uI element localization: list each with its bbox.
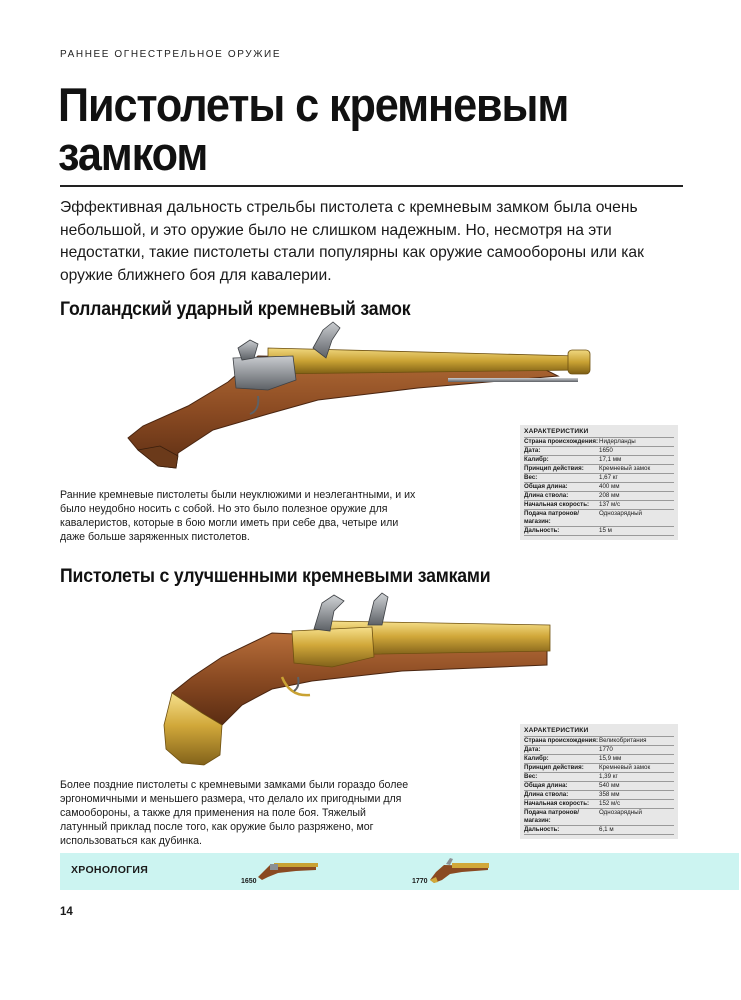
timeline-title: ХРОНОЛОГИЯ xyxy=(71,864,149,876)
spec-row xyxy=(524,455,674,464)
intro-paragraph: Эффективная дальность стрельбы пистолета с кремневым замком была очень небольшой, и это оружие было не слишком надежным. Но, несмотря на эти недостатки, такие пистолеты стали популярны как оружие самообороны или как оружие ближнего боя для кавалерии. xyxy=(60,199,644,284)
spec-value: 1,39 кг xyxy=(599,773,618,780)
page-title: Пистолеты с кремневым замком xyxy=(58,78,569,180)
spec-row xyxy=(524,482,674,491)
spec-value: 152 м/с xyxy=(599,800,621,807)
spec-key: Дата: xyxy=(524,746,541,753)
spec-key: Страна происхождения: xyxy=(524,438,599,445)
spec-value: Нидерланды xyxy=(599,438,636,445)
spec-row xyxy=(524,772,674,781)
spec-row xyxy=(524,446,674,455)
spec-row xyxy=(524,473,674,482)
spec-row xyxy=(524,825,674,835)
spec-value: 15 м xyxy=(599,527,612,534)
spec-row xyxy=(524,799,674,808)
spec-row xyxy=(524,763,674,772)
spec-row xyxy=(524,745,674,754)
specs-title: ХАРАКТЕРИСТИКИ xyxy=(524,727,589,734)
spec-value: 137 м/с xyxy=(599,501,621,508)
spec-row xyxy=(524,736,674,745)
spec-row xyxy=(524,464,674,473)
spec-key: Общая длина: xyxy=(524,483,568,490)
spec-value: 1,67 кг xyxy=(599,474,618,481)
spec-value: 208 мм xyxy=(599,492,620,499)
timeline-year: 1650 xyxy=(241,878,257,885)
timeline-year: 1770 xyxy=(412,878,428,885)
spec-row xyxy=(524,500,674,509)
spec-key: Принцип действия: xyxy=(524,465,584,472)
spec-value: Кремневый замок xyxy=(599,764,651,771)
spec-value: Однозарядный xyxy=(599,510,643,517)
spec-key: Калибр: xyxy=(524,456,549,463)
spec-key: Подача патронов/магазин: xyxy=(524,809,579,824)
spec-row xyxy=(524,790,674,799)
spec-value: Однозарядный xyxy=(599,809,643,816)
timeline-pistol-thumbnail xyxy=(428,856,490,884)
section-description-improved-flintlock: Более поздние пистолеты с кремневыми замками были гораздо более эргономичными и меньшего размера, что делало их пригодными для самообороны, а также для применения на поле боя. Тяжелый латунный приклад после того, как оружие было разряжено, мог использоваться как дубинка. xyxy=(60,779,409,847)
spec-key: Длина ствола: xyxy=(524,791,569,798)
section-description-dutch-flintlock: Ранние кремневые пистолеты были неуклюжими и неэлегантными, и их было неудобно носить с собой. Но это было полезное оружие для кавалеристов, которые в бою могли иметь при себе два, четыре или даже больше заряженных пистолетов. xyxy=(60,489,416,543)
spec-row xyxy=(524,509,674,526)
spec-row xyxy=(524,491,674,500)
spec-row xyxy=(524,781,674,790)
spec-key: Калибр: xyxy=(524,755,549,762)
spec-value: 17,1 мм xyxy=(599,456,622,463)
section-heading-improved-flintlock: Пистолеты с улучшенными кремневыми замками xyxy=(60,566,491,587)
spec-key: Подача патронов/магазин: xyxy=(524,510,579,525)
spec-key: Дата: xyxy=(524,447,541,454)
spec-row xyxy=(524,754,674,763)
timeline-pistol-thumbnail xyxy=(256,859,320,881)
spec-key: Страна происхождения: xyxy=(524,737,599,744)
spec-key: Общая длина: xyxy=(524,782,568,789)
spec-row xyxy=(524,526,674,536)
spec-value: Кремневый замок xyxy=(599,465,651,472)
spec-value: 15,9 мм xyxy=(599,755,622,762)
spec-value: 6,1 м xyxy=(599,826,614,833)
spec-key: Принцип действия: xyxy=(524,764,584,771)
title-divider xyxy=(60,185,683,187)
spec-value: 1770 xyxy=(599,746,613,753)
section-heading-dutch-flintlock: Голландский ударный кремневый замок xyxy=(60,299,411,320)
spec-value: Великобритания xyxy=(599,737,647,744)
section-label: РАННЕЕ ОГНЕСТРЕЛЬНОЕ ОРУЖИЕ xyxy=(60,49,282,60)
spec-value: 1650 xyxy=(599,447,613,454)
spec-key: Начальная скорость: xyxy=(524,800,590,807)
specs-table-improved-flintlock xyxy=(520,724,678,839)
spec-key: Дальность: xyxy=(524,527,560,534)
spec-value: 358 мм xyxy=(599,791,620,798)
specs-table-dutch-flintlock xyxy=(520,425,678,540)
spec-row xyxy=(524,437,674,446)
page-number: 14 xyxy=(60,906,73,918)
spec-key: Длина ствола: xyxy=(524,492,569,499)
spec-value: 400 мм xyxy=(599,483,620,490)
timeline-bar xyxy=(60,853,739,890)
improved-flintlock-pistol-illustration xyxy=(162,585,552,775)
spec-row xyxy=(524,808,674,825)
spec-key: Вес: xyxy=(524,474,538,481)
spec-value: 540 мм xyxy=(599,782,620,789)
spec-key: Дальность: xyxy=(524,826,560,833)
spec-key: Начальная скорость: xyxy=(524,501,590,508)
spec-key: Вес: xyxy=(524,773,538,780)
specs-title: ХАРАКТЕРИСТИКИ xyxy=(524,428,589,435)
